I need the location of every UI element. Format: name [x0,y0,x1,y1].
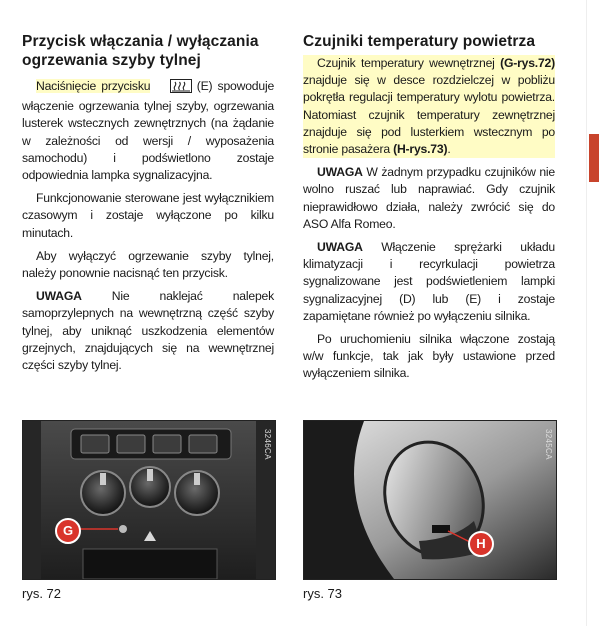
ref-g-rys72: (G-rys.72) [500,56,555,70]
figure-rys73 [303,420,557,580]
left-body [22,78,274,380]
rear-window-heating-icon [156,79,192,98]
left-note-label: UWAGA [36,289,82,304]
right-body [303,55,555,389]
page-edge [586,0,587,626]
right-note1-label: UWAGA [317,165,363,180]
ref-h-rys73: (H-rys.73) [393,142,448,157]
left-paragraph-1 [22,78,274,184]
mirror-photo [304,421,556,579]
dashboard-photo [23,421,275,579]
rp1-middle: znajduje się w desce rozdzielczej w pobliżu pokrętła regulacji temperatury wylotu powietrza. Natomiast czujnik temperatury zewnętrznej znajduje się pod lusterkiem wstecznym po stronie pasażera [303,73,555,157]
p1-rest: (E) spowoduje włączenie ogrzewania tylnej szyby, ogrzewania lusterek wstecznych zewnętrznych (na żądanie w zależności od wersji / wyposażenia samochodu) i podświetlono zostaje odpowiednia lampka sygnalizacyjna. [22,79,275,183]
section-tab [589,134,599,182]
right-note1-text: W żadnym przypadku czujników nie wolno ruszać lub naprawiać. Gdy czujnik nieprawidłowo działa, należy zwrócić się do ASO Alfa Romeo. [303,165,556,231]
rp1-lead: Czujnik temperatury wewnętrznej [317,56,495,70]
right-note2-label: UWAGA [317,240,363,255]
marker-g-label: G [62,523,74,538]
rp1-end: . [447,142,451,157]
left-title-line2: ogrzewania szyby tylnej [22,52,201,69]
marker-h [468,531,494,557]
caption-rys72: rys. 72 [22,586,62,601]
figure-rys72 [22,420,276,580]
right-section-title: Czujniki temperatury powietrza [303,33,536,50]
left-paragraph-2: Funkcjonowanie sterowane jest wyłącznikiem czasowym i zostaje wyłączone po kilku minutach. [22,191,274,240]
left-section-title [22,32,259,70]
marker-h-label: H [476,536,486,551]
left-note-text: Nie naklejać nalepek samoprzylepnych na wewnętrzną część szyby tylnej, aby uniknąć uszkodzenia elementów grzejnych, znajdujących się na wewnętrznej części szyby tylnej. [22,289,274,373]
right-note-2 [303,239,555,325]
caption-rys73: rys. 73 [303,586,343,601]
left-note [22,288,274,374]
figure-code-right: 3245CA [544,429,553,460]
marker-g [55,518,81,544]
right-paragraph-3: Po uruchomieniu silnika włączone zostają w/w funkcje, tak jak były ustawione przed wyłączeniem silnika. [303,332,555,381]
right-note-1 [303,164,555,233]
right-note2-text: Włączenie sprężarki układu klimatyzacji i recyrkulacji powietrza sygnalizowane jest podświetleniem lampki sygnalizacyjnej (D) lub (E) i zostaje zapamiętane również po wyłączeniu silnika. [303,240,555,323]
left-paragraph-3: Aby wyłączyć ogrzewanie szyby tylnej, należy ponownie nacisnąć ten przycisk. [22,248,274,281]
figure-code-left: 3246CA [263,429,272,460]
left-title-line1: Przycisk włączania / wyłączania [22,33,259,50]
right-paragraph-1 [303,55,555,158]
p1-lead: Naciśnięcie przycisku [36,79,151,93]
